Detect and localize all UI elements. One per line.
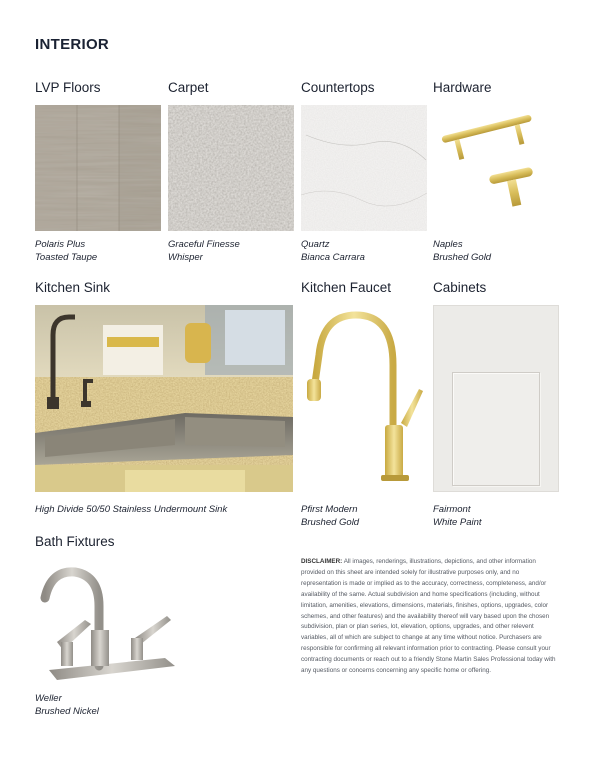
hardware-pulls-image	[433, 105, 559, 231]
bath-faucet-image	[35, 558, 185, 683]
kitchen-sink-photo	[35, 305, 293, 492]
cabinets-caption	[433, 503, 482, 529]
sink-product-name: High Divide 50/50 Stainless Undermount Sink	[35, 504, 228, 515]
carpet-heading: Carpet	[168, 80, 209, 95]
carpet-caption	[168, 238, 240, 264]
lvp-product-name: Polaris Plus	[35, 239, 86, 250]
kitchen-faucet-heading: Kitchen Faucet	[301, 280, 392, 295]
countertops-caption	[301, 238, 365, 264]
cabinet-door-swatch	[433, 305, 559, 492]
cabinets-heading: Cabinets	[433, 280, 487, 295]
kitchen-faucet-image	[301, 305, 427, 492]
bath-product-name: Weller	[35, 693, 62, 704]
faucet-product-name: Pfirst Modern	[301, 504, 358, 515]
faucet-finish: Brushed Gold	[301, 517, 360, 528]
cabinet-door-panel	[452, 372, 540, 486]
page-title: INTERIOR	[35, 36, 110, 53]
cabinet-style-name: Fairmont	[433, 504, 471, 515]
kitchen-faucet-caption	[301, 503, 359, 529]
carpet-product-name: Graceful Finesse	[168, 239, 240, 250]
lvp-color-name: Toasted Taupe	[35, 252, 98, 263]
countertop-color: Bianca Carrara	[301, 252, 365, 263]
bath-fixtures-caption	[35, 692, 99, 718]
carpet-swatch	[168, 105, 294, 231]
hardware-product-name: Naples	[433, 239, 463, 250]
disclaimer-body: All images, renderings, illustrations, depictions, and other information provided on this sheet are intended solely for illustrative purposes only, and no representation is made or implied as to the accuracy, correctness, completeness, and/or availability of the same. Actual subdivision and home specifications (including, without limitation, amenities, elevations, dimensions, materials, finishes, options, upgrades, color schemes, and other features) and the availability thereof will vary based upon the chosen subdivision, plan or plan series, lot, elevation, options, upgrades, and other relevent variables, all of which are subject to change at any time without notice. Purchasers are responsible for confirming all relevant information prior to contracting. Please consult your contracting documents or reach out to a friendly Stone Martin Sales Professional today with any questions or concerns concerning any specific home or offering.	[301, 558, 556, 675]
countertops-heading: Countertops	[301, 80, 375, 95]
lvp-floors-heading: LVP Floors	[35, 80, 101, 95]
carpet-color-name: Whisper	[168, 252, 203, 263]
hardware-caption	[433, 238, 491, 264]
disclaimer-text	[301, 557, 559, 677]
lvp-floors-caption	[35, 238, 97, 264]
hardware-heading: Hardware	[433, 80, 492, 95]
disclaimer-label: DISCLAIMER:	[301, 558, 343, 565]
bath-fixtures-heading: Bath Fixtures	[35, 534, 115, 549]
bath-finish: Brushed Nickel	[35, 706, 99, 717]
countertop-swatch	[301, 105, 427, 231]
hardware-finish: Brushed Gold	[433, 252, 492, 263]
cabinet-finish: White Paint	[433, 517, 482, 528]
kitchen-sink-heading: Kitchen Sink	[35, 280, 111, 295]
kitchen-sink-caption	[35, 503, 227, 516]
lvp-floor-swatch	[35, 105, 161, 231]
countertop-material: Quartz	[301, 239, 330, 250]
